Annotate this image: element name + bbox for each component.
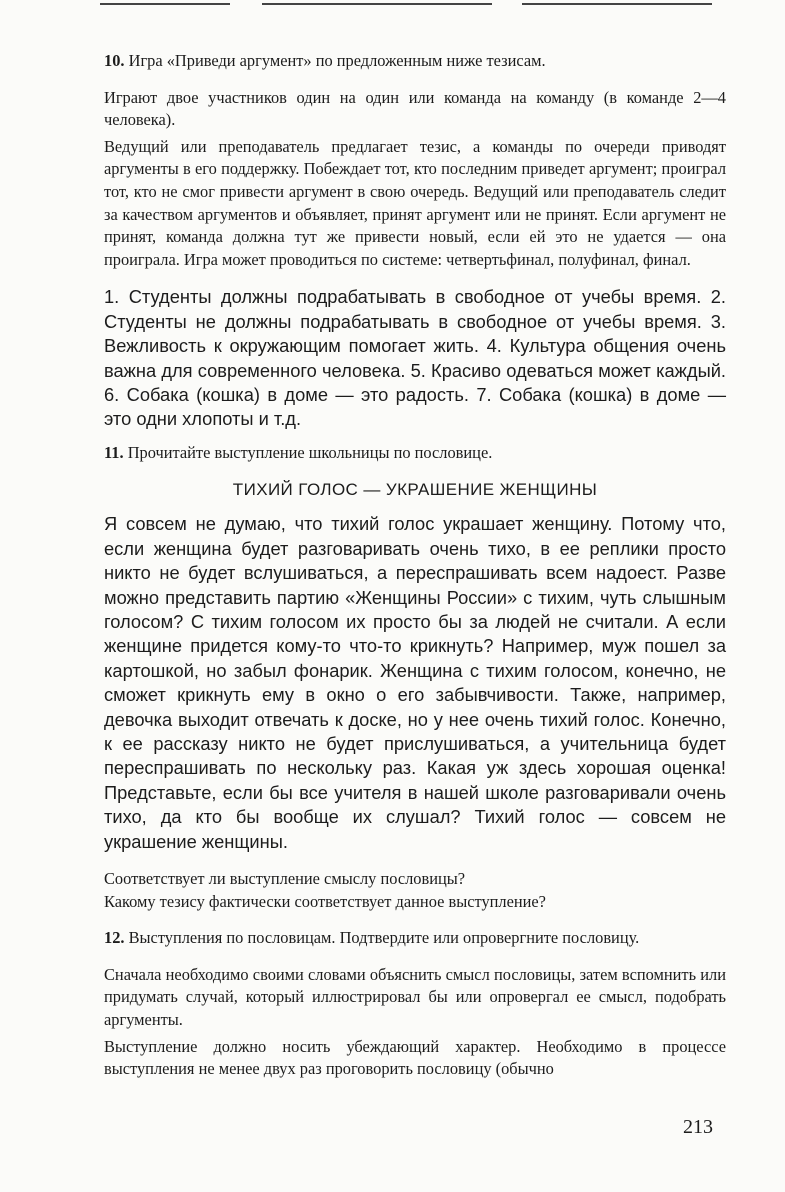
task-11-number: 11. [104,442,124,462]
task-12-title-text: Выступления по пословицам. Подтвердите или опровергните пословицу. [128,928,640,948]
task-10-para-2: Ведущий или преподаватель предлагает тезис, а команды по очереди приводят аргументы в его поддержку. Побеждает тот, кто последним приведет аргумент; проиграл тот, кто не смог привести аргумент в свою очередь. Ведущий или преподаватель следит за качеством аргументов и объявляет, принят аргумент или не принят. Если аргумент не принят, команда должна тут же привести новый, если ей это не удается — она проиграла. Игра может проводиться по системе: четвертьфинал, полуфинал, финал. [104,136,726,269]
task-10-number: 10. [104,51,125,70]
task-10-para-1: Играют двое участников один на один или команда на команду (в команде 2—4 человека). [104,87,726,130]
task-12-para-1: Сначала необходимо своими словами объяснить смысл пословицы, затем вспомнить или придумать случай, который иллюстрировал бы или опровергал ее смысл, подобрать аргументы. [104,964,726,1030]
top-rule-right [522,3,712,5]
speech-text: Я совсем не думаю, что тихий голос украшает женщину. Потому что, если женщина будет разговаривать очень тихо, в ее реплики просто никто не будет вслушиваться, а переспрашивать всем надоест. Разве можно представить партию «Женщины России» с тихим, чуть слышным голосом? С тихим голосом их просто бы за людей не считали. А если женщине придется кому-то что-то крикнуть? Например, муж пошел за картошкой, но забыл фонарик. Женщина с тихим голосом, конечно, не сможет крикнуть ему в окно о его забывчивости. Также, например, девочка выходит отвечать к доске, но у нее очень тихий голос. Конечно, к ее рассказу никто не будет прислушиваться, а учительница будет переспрашивать по нескольку раз. Какая уж здесь хорошая оценка! Представьте, если бы все учителя в нашей школе разговаривали очень тихо, да кто бы вообще их слушал? Тихий голос — совсем не украшение женщины. [104,513,726,852]
task-10-title-text: Игра «Приведи аргумент» по предложенным ниже тезисам. [128,51,546,70]
speech-heading: ТИХИЙ ГОЛОС — УКРАШЕНИЕ ЖЕНЩИНЫ [232,480,598,500]
top-rule-mid [262,3,492,5]
task-10-theses: 1. Студенты должны подрабатывать в свободное от учебы время. 2. Студенты не должны подрабатывать в свободное от учебы время. 3. Вежливость к окружающим помогает жить. 4. Культура общения очень важна для современного человека. 5. Красиво одеваться может каждый. 6. Собака (кошка) в доме — это радость. 7. Собака (кошка) в доме — это одни хлопоты и т.д. [104,286,726,430]
page-body [104,50,726,1081]
task-11-title-text: Прочитайте выступление школьницы по пословице. [127,442,493,462]
question-1: Соответствует ли выступление смыслу пословицы? [104,869,466,889]
task-11-title [104,442,726,465]
task-12-para-2: Выступление должно носить убеждающий характер. Необходимо в процессе выступления не менее двух раз проговорить пословицу (обычно [104,1036,726,1079]
page-number: 213 [683,1116,713,1138]
task-12-number: 12. [104,928,125,948]
top-rule-left [100,3,230,5]
task-10-title [104,50,726,73]
question-2: Какому тезису фактически соответствует данное выступление? [104,891,546,911]
task-12-title [104,927,726,950]
